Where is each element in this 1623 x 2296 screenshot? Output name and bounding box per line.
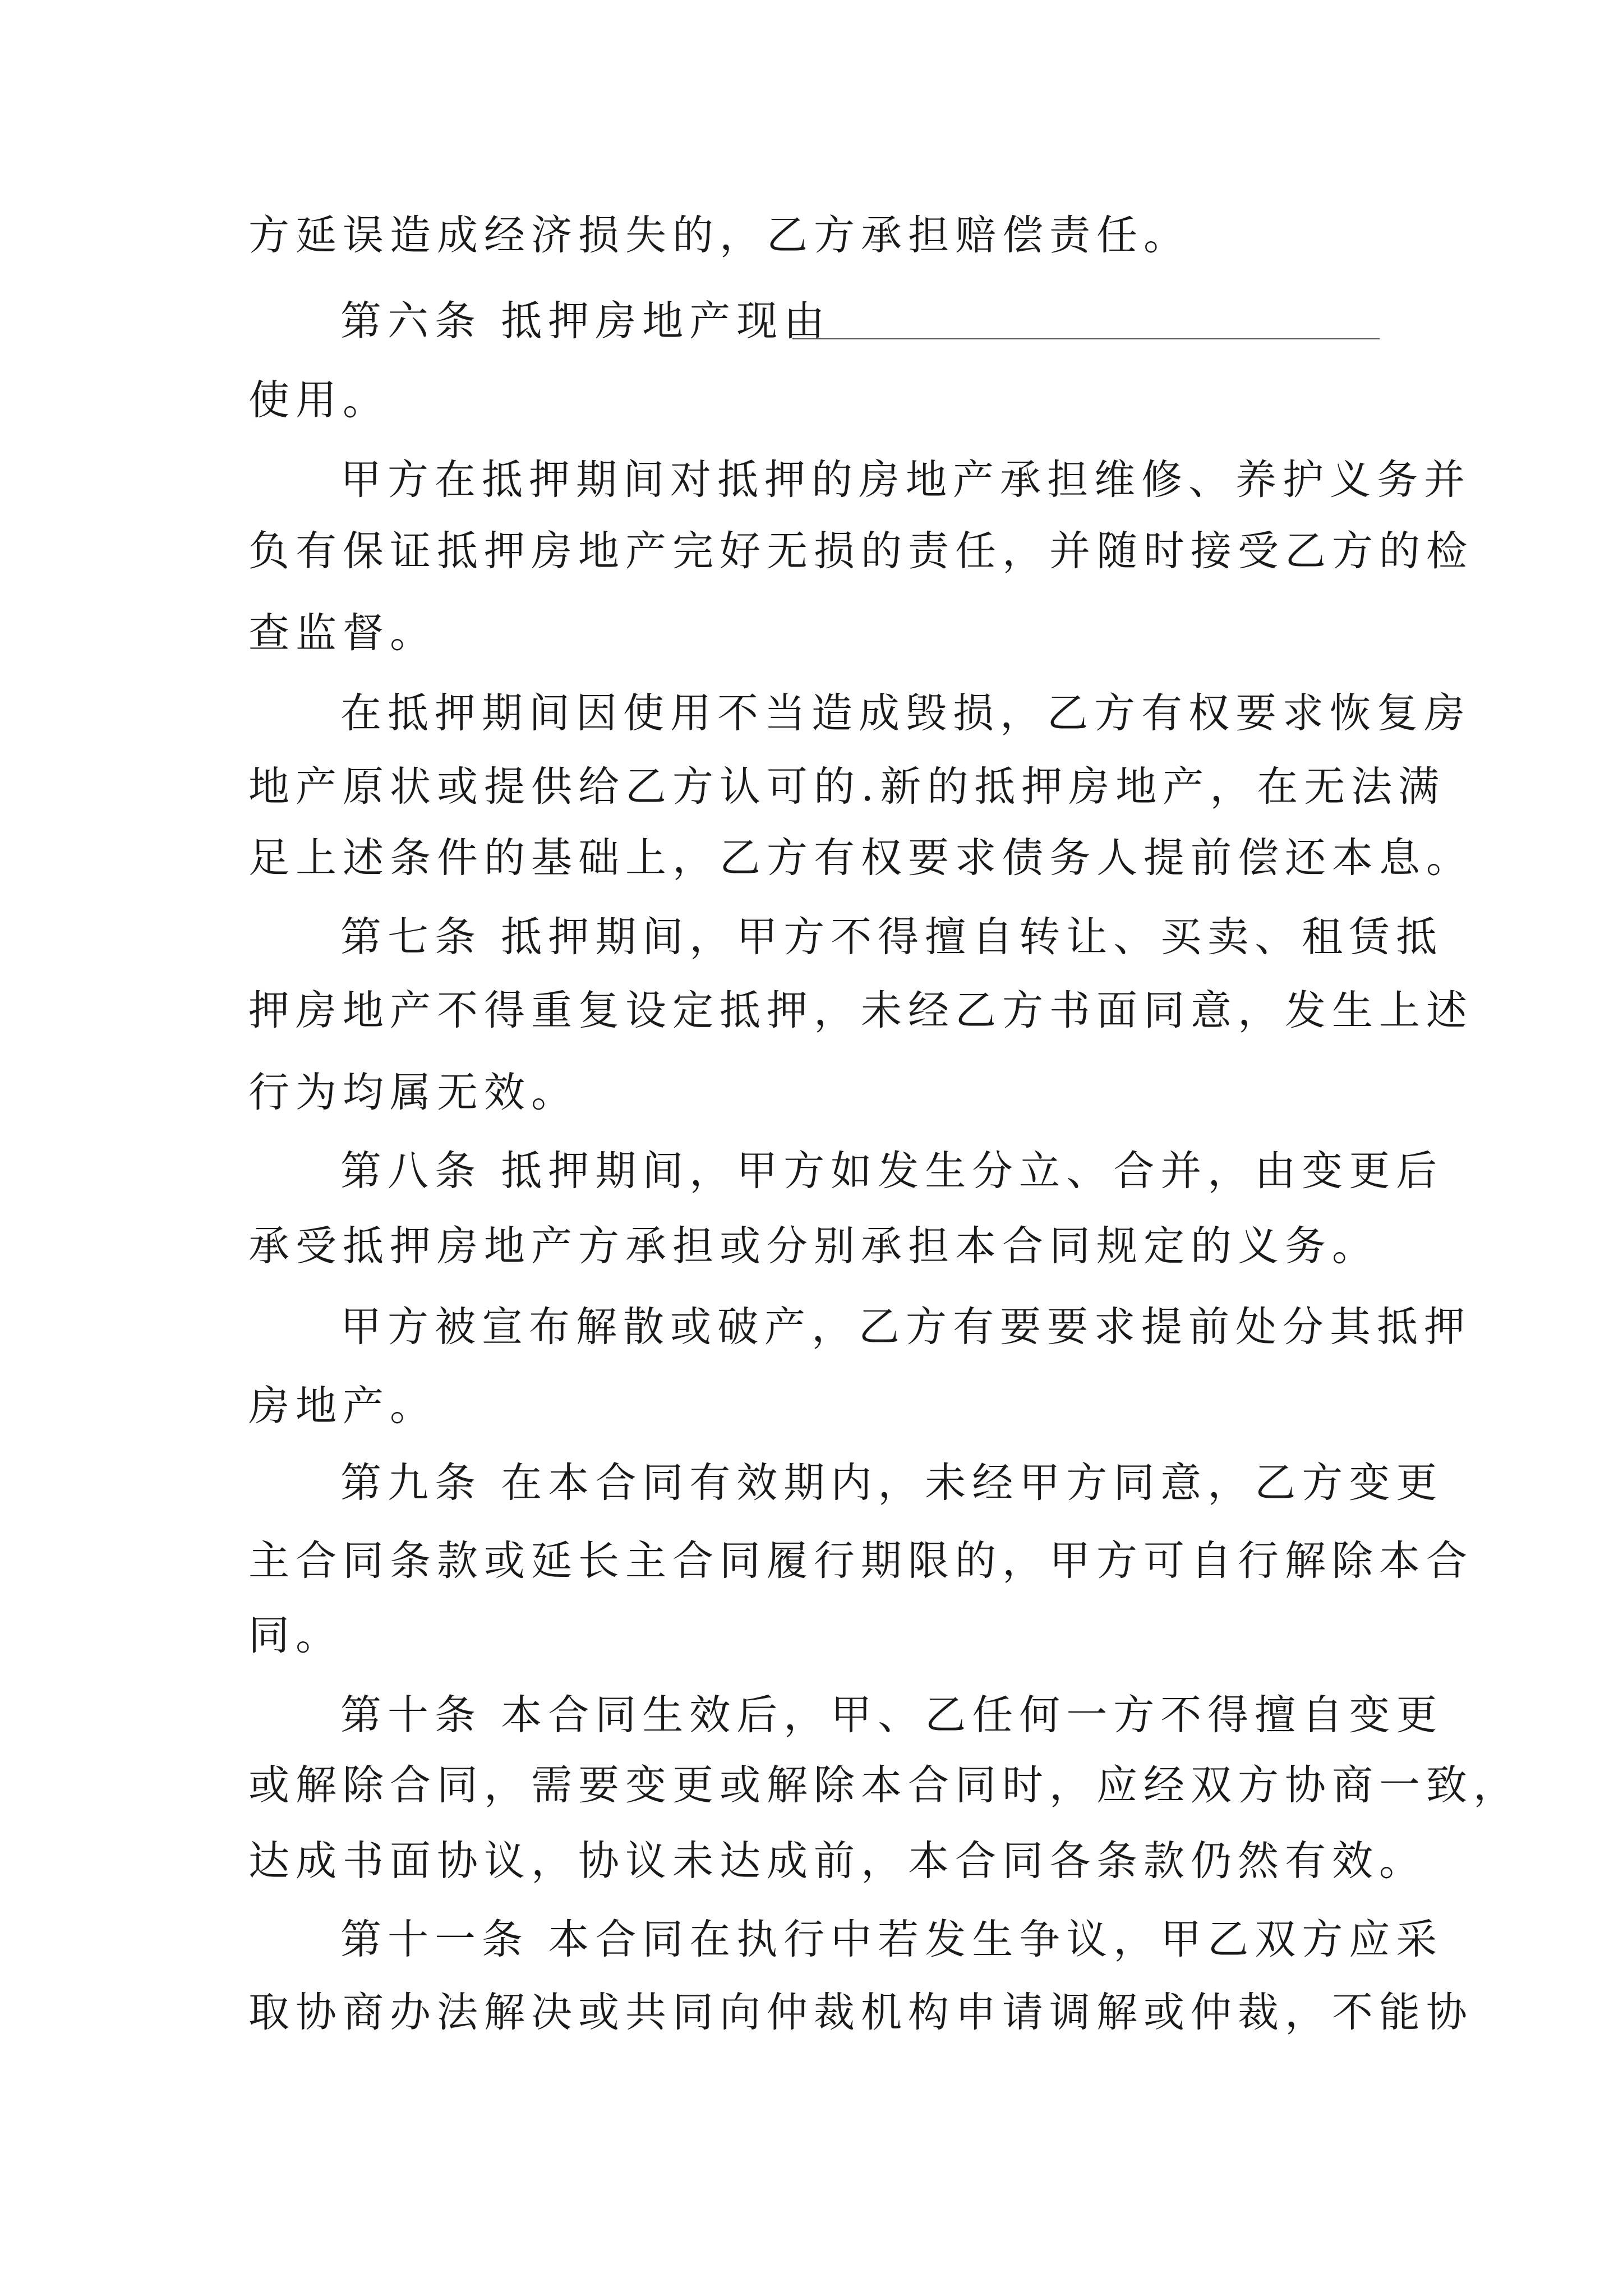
text-line: 第八条 抵押期间，甲方如发生分立、合并，由变更后 [340,1147,1444,1195]
text-line: 行为均属无效。 [248,1069,578,1116]
text-line: 在抵押期间因使用不当造成毁损，乙方有权要求恢复房 [340,689,1471,737]
text-line: 第六条 抵押房地产现由 [340,297,831,345]
text-line: 押房地产不得重复设定抵押，未经乙方书面同意，发生上述 [248,987,1473,1034]
text-line: 或解除合同，需要变更或解除本合同时，应经双方协商一致， [248,1761,1520,1809]
text-line: 查监督。 [248,609,437,657]
text-line: 同。 [248,1612,343,1659]
text-line: 第九条 在本合同有效期内，未经甲方同意，乙方变更 [340,1459,1444,1507]
text-line: 足上述条件的基础上，乙方有权要求债务人提前偿还本息。 [248,834,1473,882]
text-line: 取协商办法解决或共同向仲裁机构申请调解或仲裁，不能协 [248,1989,1473,2036]
text-line: 主合同条款或延长主合同履行期限的，甲方可自行解除本合 [248,1537,1473,1585]
text-line: 甲方在抵押期间对抵押的房地产承担维修、养护义务并 [340,456,1471,504]
text-line: 第七条 抵押期间，甲方不得擅自转让、买卖、租赁抵 [340,913,1444,961]
text-line: 地产原状或提供给乙方认可的.新的抵押房地产，在无法满 [248,763,1446,811]
fill-in-blank [792,338,1380,339]
text-line: 方延误造成经济损失的，乙方承担赔偿责任。 [248,211,1191,259]
text-line: 第十一条 本合同在执行中若发生争议，甲乙双方应采 [340,1916,1444,1963]
text-line: 甲方被宣布解散或破产，乙方有要要求提前处分其抵押 [340,1303,1471,1351]
text-line: 负有保证抵押房地产完好无损的责任，并随时接受乙方的检 [248,527,1473,575]
text-line: 达成书面协议，协议未达成前，本合同各条款仍然有效。 [248,1837,1426,1885]
text-line: 使用。 [248,376,390,424]
text-line: 第十条 本合同生效后，甲、乙任何一方不得擅自变更 [340,1691,1444,1739]
text-line: 承受抵押房地产方承担或分别承担本合同规定的义务。 [248,1222,1379,1270]
text-line: 房地产。 [248,1382,437,1430]
